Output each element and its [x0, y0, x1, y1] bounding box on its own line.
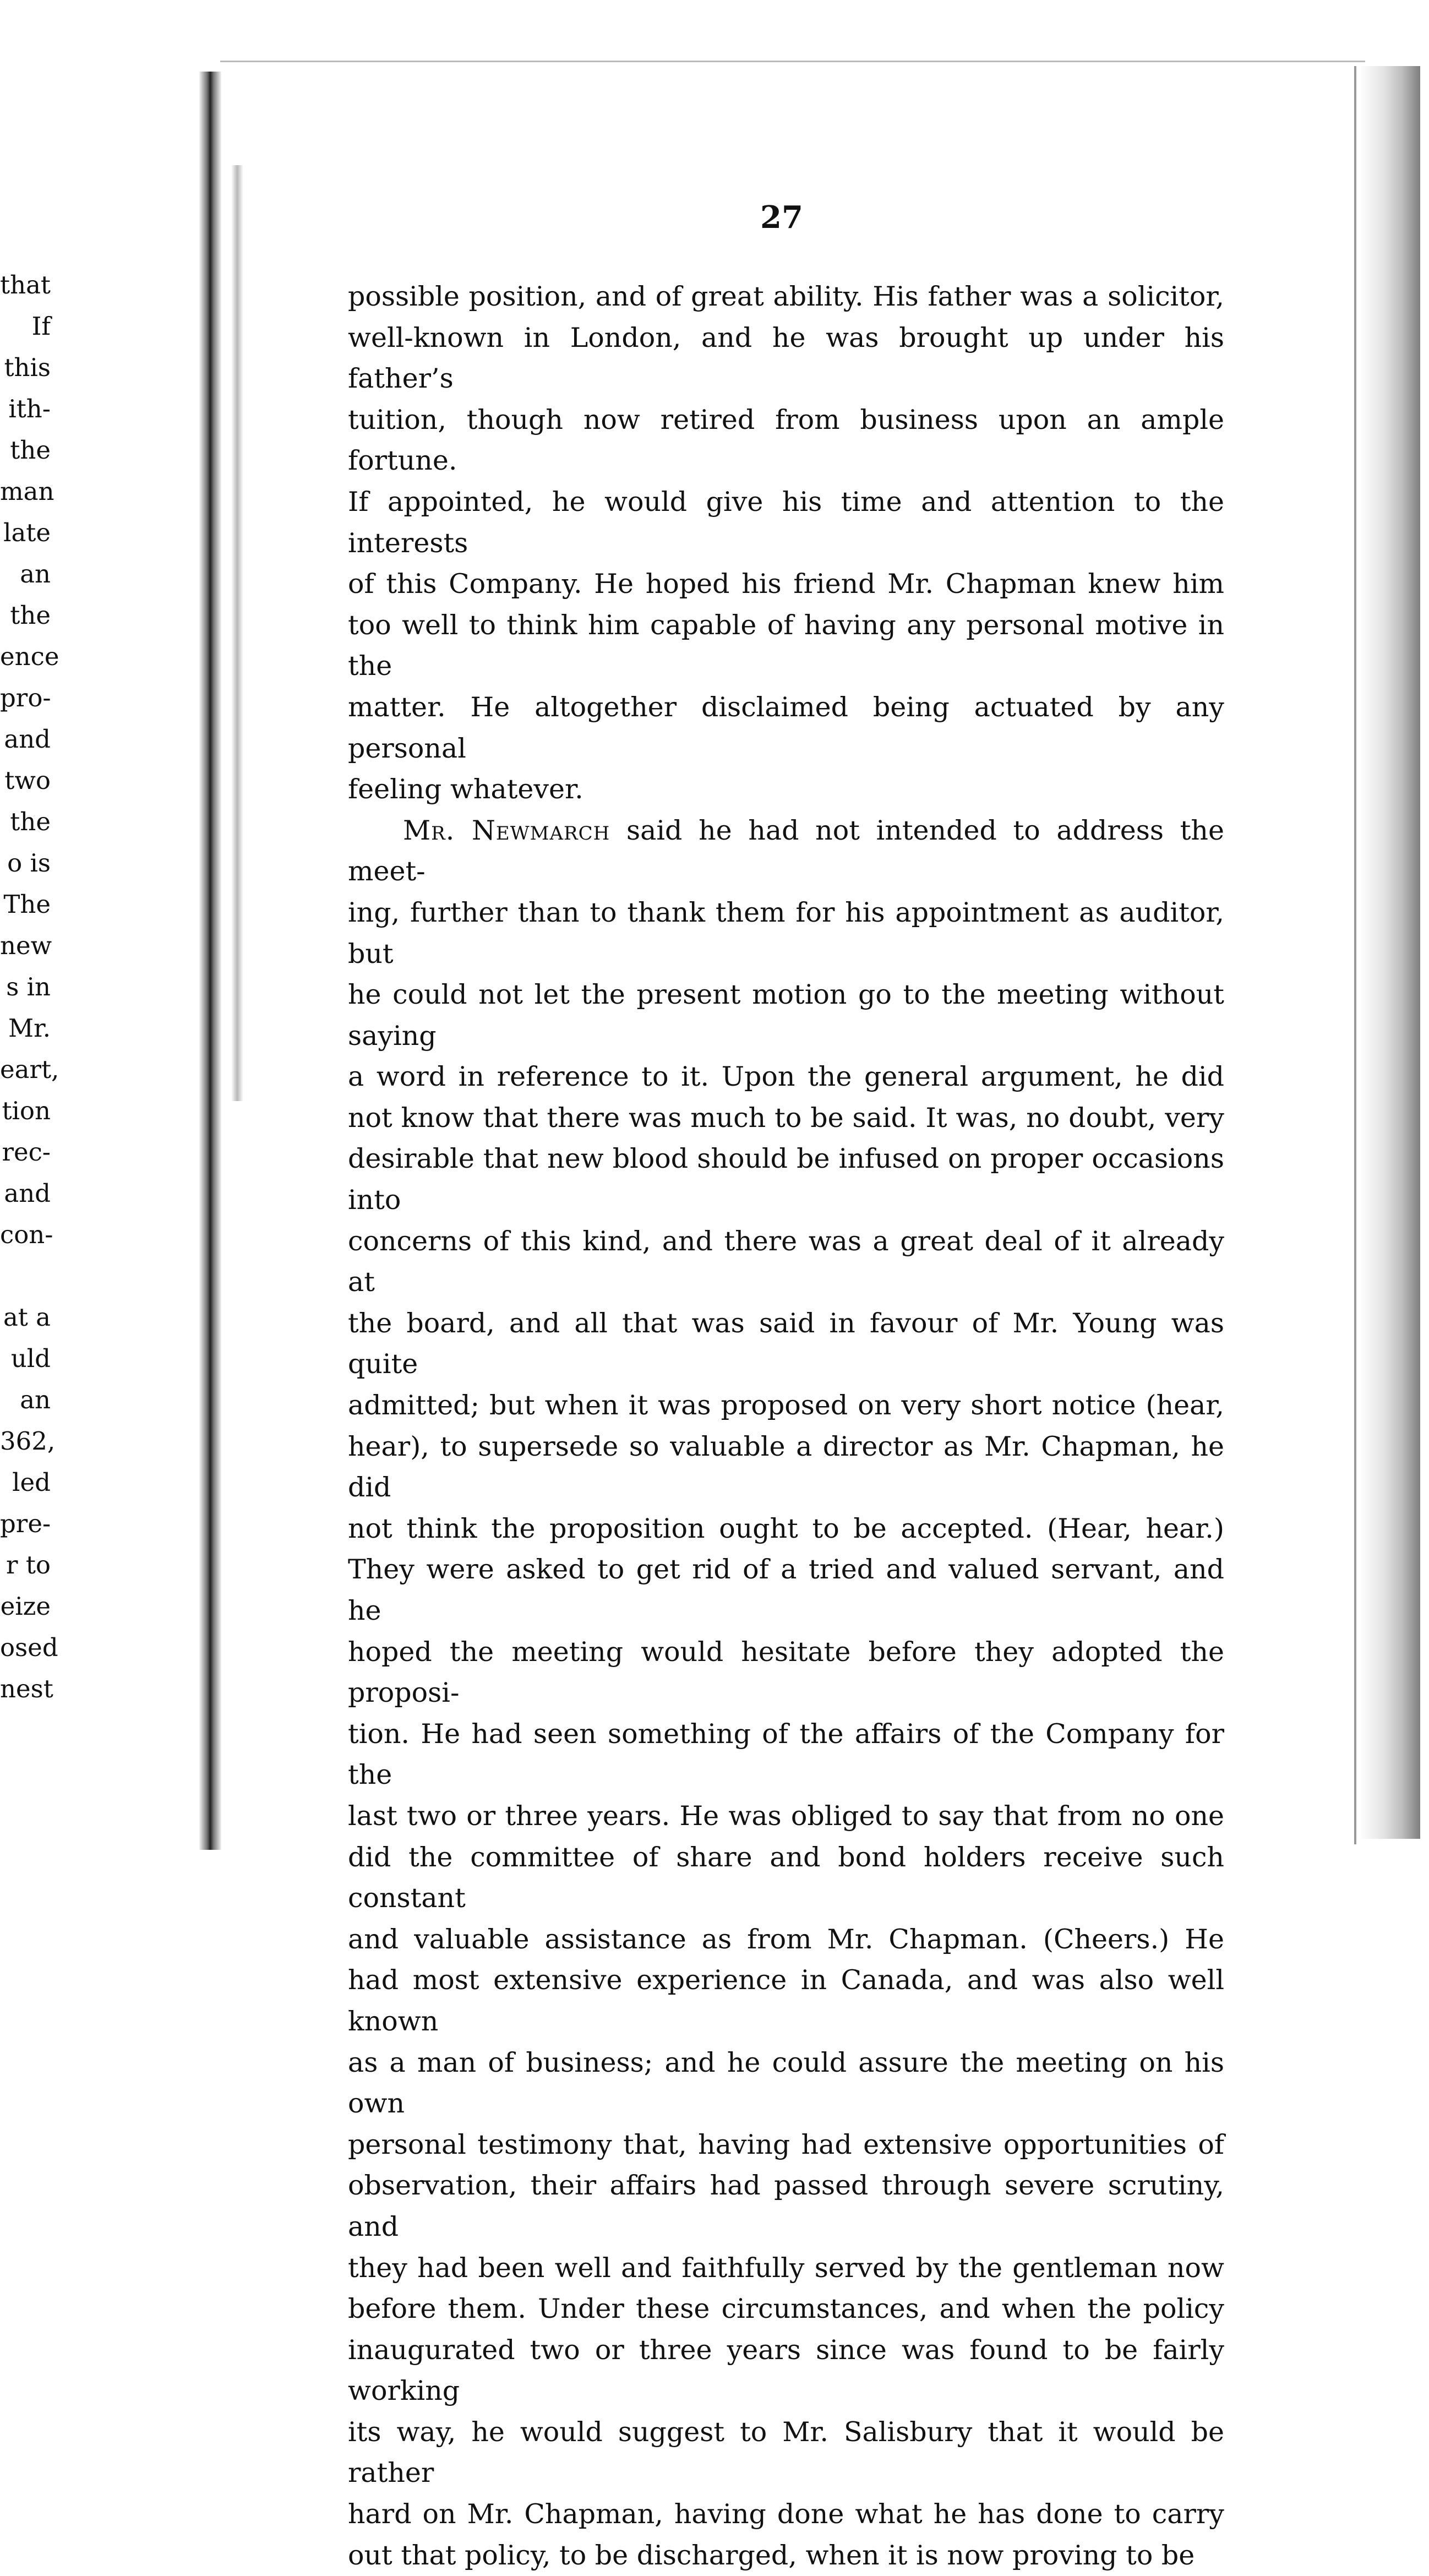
previous-page-fragment: the	[10, 601, 51, 630]
text-line: desirable that new blood should be infused on proper occasions into	[348, 1143, 1224, 1216]
text-line-rest: said he had not intended to address the meet-	[348, 814, 1224, 887]
previous-page-fragment: The	[3, 890, 51, 919]
previous-page-fragment	[0, 1255, 51, 1297]
previous-page-fragment: eart,	[0, 1055, 59, 1084]
previous-page-fragment: ith-	[8, 394, 51, 423]
previous-page-fragment: man	[0, 477, 54, 506]
previous-page-fragment: r to	[6, 1550, 51, 1580]
page-number: 27	[760, 199, 803, 236]
text-line: ing, further than to thank them for his appointment as auditor, but	[348, 896, 1224, 970]
text-line: feeling whatever.	[348, 774, 583, 805]
previous-page-fragment: eize	[0, 1592, 51, 1621]
previous-page-fragment: the	[10, 807, 51, 836]
previous-page-fragment: an	[20, 1385, 51, 1414]
previous-page-fragment: two	[4, 766, 51, 795]
previous-page-fragments	[0, 264, 59, 1709]
text-line: they had been well and faithfully served by the gentleman now	[348, 2252, 1224, 2284]
text-line: hoped the meeting would hesitate before they adopted the proposi-	[348, 1636, 1224, 1709]
text-line: out that policy, to be discharged, when it is now proving to be	[348, 2539, 1195, 2571]
previous-page-fragment: 362,	[0, 1426, 56, 1456]
body-text	[348, 276, 1224, 2576]
text-line: and valuable assistance as from Mr. Chapman. (Cheers.) He	[348, 1923, 1224, 1955]
text-line: hard on Mr. Chapman, having done what he has done to carry	[348, 2498, 1224, 2530]
text-line: well-known in London, and he was brought up under his father’s	[348, 322, 1224, 395]
text-line: possible position, and of great ability. His father was a solicitor,	[348, 281, 1224, 312]
text-line	[348, 810, 1224, 892]
text-line: matter. He altogether disclaimed being actuated by any personal	[348, 691, 1224, 764]
text-line: the board, and all that was said in favour of Mr. Young was quite	[348, 1307, 1224, 1380]
text-line: not think the proposition ought to be accepted. (Hear, hear.)	[348, 1512, 1224, 1544]
text-line: not know that there was much to be said. It was, no doubt, very	[348, 1102, 1224, 1134]
previous-page-fragment: uld	[10, 1344, 51, 1373]
previous-page-fragment: ence	[0, 642, 59, 671]
text-line: They were asked to get rid of a tried and valued servant, and he	[348, 1554, 1224, 1626]
text-line: observation, their affairs had passed through severe scrutiny, and	[348, 2170, 1224, 2242]
text-line: concerns of this kind, and there was a great deal of it already at	[348, 1225, 1224, 1298]
text-line: had most extensive experience in Canada, and was also well known	[348, 1964, 1224, 2037]
previous-page-fragment: late	[3, 518, 51, 547]
text-line: its way, he would suggest to Mr. Salisbury that it would be rather	[348, 2416, 1224, 2489]
text-line: last two or three years. He was obliged to say that from no one	[348, 1800, 1224, 1832]
previous-page-fragment: con-	[0, 1220, 53, 1249]
previous-page-fragment: pre-	[0, 1509, 51, 1538]
previous-page-fragment: an	[20, 559, 51, 589]
page-edge-shadow	[1360, 66, 1420, 1839]
page-right-edge	[1354, 66, 1356, 1844]
previous-page-fragment: new	[0, 931, 52, 960]
previous-page-fragment: at a	[3, 1303, 51, 1332]
previous-page-fragment: this	[4, 353, 51, 382]
text-line: If appointed, he would give his time and attention to the interests	[348, 486, 1224, 559]
binding-shadow	[231, 165, 243, 1101]
previous-page-fragment: s in	[6, 972, 51, 1001]
previous-page-fragment: and	[4, 1179, 51, 1208]
binding-gutter	[199, 72, 221, 1850]
text-line: tuition, though now retired from business upon an ample fortune.	[348, 404, 1224, 477]
text-line: too well to think him capable of having any personal motive in the	[348, 609, 1224, 682]
text-line: tion. He had seen something of the affairs of the Company for the	[348, 1718, 1224, 1791]
previous-page-fragment: tion	[2, 1096, 51, 1125]
text-line: a word in reference to it. Upon the general argument, he did	[348, 1061, 1224, 1093]
previous-page-fragment: pro-	[0, 683, 51, 712]
text-line: personal testimony that, having had extensive opportunities of	[348, 2128, 1224, 2160]
previous-page-fragment: led	[12, 1468, 51, 1497]
page-top-edge	[220, 61, 1365, 62]
text-line: he could not let the present motion go to the meeting without saying	[348, 979, 1224, 1052]
previous-page-fragment: that	[0, 270, 51, 299]
text-line: before them. Under these circumstances, and when the policy	[348, 2293, 1224, 2325]
text-line: hear), to supersede so valuable a director as Mr. Chapman, he did	[348, 1430, 1224, 1504]
previous-page-fragment: and	[4, 725, 51, 754]
text-line: as a man of business; and he could assure the meeting on his own	[348, 2046, 1224, 2120]
previous-page-fragment: Mr.	[8, 1014, 51, 1043]
text-line: admitted; but when it was proposed on very short notice (hear,	[348, 1390, 1224, 1422]
text-line: of this Company. He hoped his friend Mr. Chapman knew him	[348, 568, 1224, 600]
previous-page-fragment: osed	[0, 1633, 58, 1662]
text-line: inaugurated two or three years since was found to be fairly working	[348, 2334, 1224, 2407]
text-line: did the committee of share and bond holders receive such constant	[348, 1841, 1224, 1914]
speaker-name: Mr. Newmarch	[403, 814, 610, 846]
previous-page-fragment: nest	[0, 1674, 53, 1703]
previous-page-fragment: the	[10, 435, 51, 465]
previous-page-fragment: o is	[7, 848, 51, 878]
previous-page-fragment: If	[31, 312, 51, 341]
previous-page-fragment: rec-	[2, 1137, 51, 1167]
